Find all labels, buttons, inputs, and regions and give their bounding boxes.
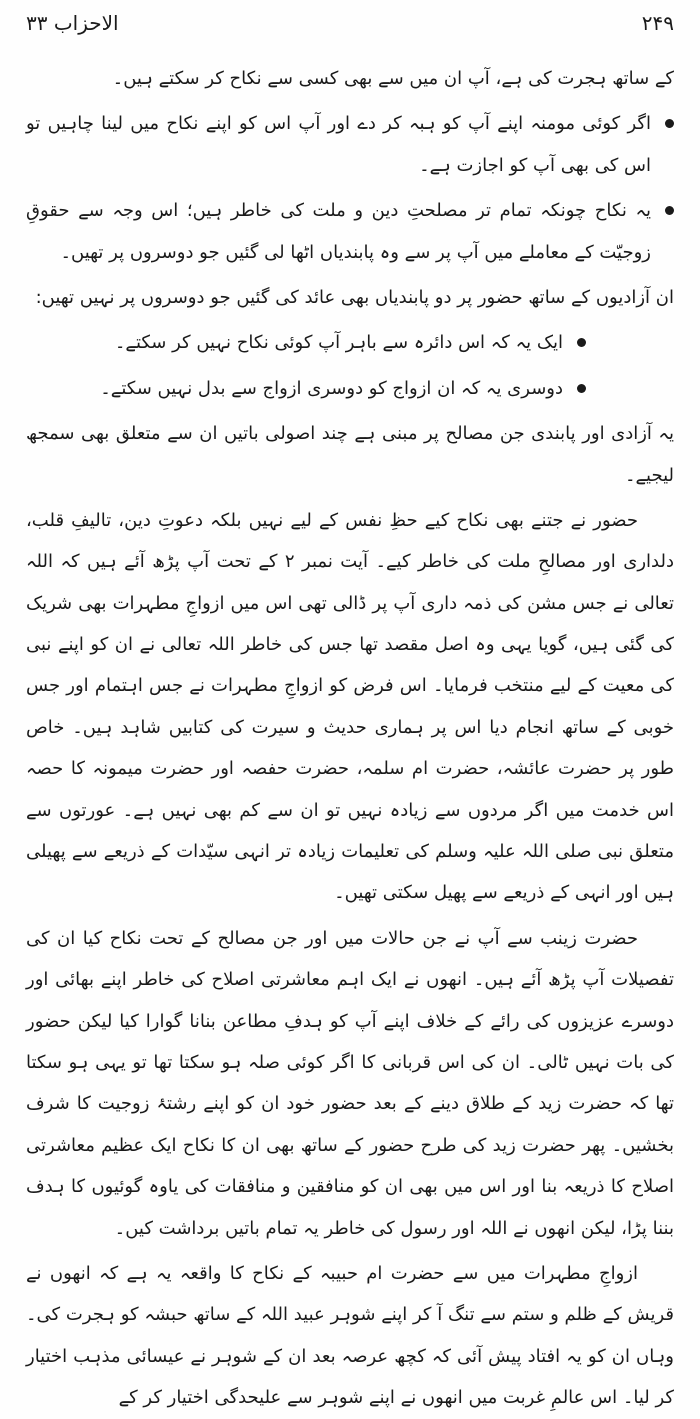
restrictions-intro: ان آزادیوں کے ساتھ حضور پر دو پابندیاں بھی عائد کی گئیں جو دوسروں پر نہیں تھیں: [35,286,674,308]
bullet-item-no-exchange-of-wives [26,368,586,409]
bullet-text: ایک یہ کہ اس دائرہ سے باہر آپ کوئی نکاح نہیں کر سکتے۔ [114,332,563,354]
bullet-text: دوسری یہ کہ ان ازواج کو دوسری ازواج سے بدل نہیں سکتے۔ [100,377,563,399]
bullet-dot-icon [577,384,586,393]
page-header [26,10,674,36]
paragraph-zainab-marriage: حضرت زینب سے آپ نے جن حالات میں اور جن مصالح کے تحت نکاح کیا ان کی تفصیلات آپ پڑھ آئے ہیں۔ انھوں نے ایک اہم معاشرتی اصلاح کی خاطر اپنے بھائی اور دوسرے عزیزوں کی رائے کے خلاف اپنے آپ کو ہدفِ مطاعن بنانا گوارا کیا لیکن حضور کی بات نہیں ٹالی۔ ان کی اس قربانی کا اگر کوئی صلہ ہو سکتا تھا تو یہی ہو سکتا تھا کہ حضرت زید کے طلاق دینے کے بعد حضور خود ان کو اپنے رشتۂ زوجیت کا شرف بخشیں۔ پھر حضرت زید کی طرح حضور کے ساتھ بھی ان کا نکاح ایک عظیم معاشرتی اصلاح کا ذریعہ بنا اور اس میں بھی ان کو منافقین و منافقات کی یاوہ گوئیوں کا ہدف بننا پڑا، لیکن انھوں نے اللہ اور رسول کی خاطر یہ تمام باتیں برداشت کیں۔ [26,927,674,1239]
bullet-text: یہ نکاح چونکہ تمام تر مصلحتِ دین و ملت کی خاطر ہیں؛ اس وجہ سے حقوقِ زوجیّت کے معاملے میں آپ پر سے وہ پابندیاں اٹھا لی گئیں جو دوسروں پر تھیں۔ [26,200,651,263]
continuation-line: کے ساتھ ہجرت کی ہے، آپ ان میں سے بھی کسی سے نکاح کر سکتے ہیں۔ [112,68,674,89]
privilege-bullet-list [26,103,674,273]
paragraph-umm-habiba-marriage: ازواجِ مطہرات میں سے حضرت ام حبیبہ کے نکاح کا واقعہ یہ ہے کہ انھوں نے قریش کے ظلم و ستم سے تنگ آ کر اپنے شوہر عبید اللہ کے ساتھ حبشہ کو ہجرت کی۔ وہاں ان کو یہ افتاد پیش آئی کہ کچھ عرصہ بعد ان کے شوہر نے عیسائی مذہب اختیار کر لیا۔ اس عالمِ غربت میں انھوں نے اپنے شوہر سے علیحدگی اختیار کر کے [26,1262,674,1409]
bullet-dot-icon [577,338,586,347]
bullet-item-hiba-permission [26,103,674,186]
paragraph-marriages-purpose: حضور نے جتنے بھی نکاح کیے حظِ نفس کے لیے نہیں بلکہ دعوتِ دین، تالیفِ قلب، دلداری اور مصالحِ ملت کی خاطر کیے۔ آیت نمبر ۲ کے تحت آپ پڑھ آئے ہیں کہ اللہ تعالی نے جس مشن کی ذمہ داری آپ پر ڈالی تھی اس میں ازواجِ مطہرات بھی شریک کی گئی ہیں، گویا یہی وہ اصل مقصد تھا جس کی خاطر اللہ تعالی نے ان کو اپنے نبی کی معیت کے لیے منتخب فرمایا۔ اس فرض کو ازواجِ مطہرات نے جس اہتمام اور جس خوبی کے ساتھ انجام دیا اس پر ہماری حدیث و سیرت کی کتابیں شاہد ہیں۔ خاص طور پر حضرت عائشہ، حضرت ام سلمہ، حضرت حفصہ اور حضرت میمونہ کا حصہ اس خدمت میں اگر مردوں سے زیادہ نہیں تو ان سے کم بھی نہیں ہے۔ عورتوں سے متعلق نبی صلی اللہ علیہ وسلم کی تعلیمات زیادہ تر انہی سیّدات کے ذریعے سے پھیلی ہیں اور انہی کے ذریعے سے پھیل سکتی تھیں۔ [26,509,674,904]
bullet-text: اگر کوئی مومنہ اپنے آپ کو ہبہ کر دے اور آپ اس کو اپنے نکاح میں لینا چاہیں تو اس کی بھی آپ کو اجازت ہے۔ [26,113,651,176]
surah-title: الاحزاب ۳۳ [26,11,119,35]
principles-note: یہ آزادی اور پابندی جن مصالح پر مبنی ہے چند اصولی باتیں ان سے متعلق بھی سمجھ لیجیے۔ [26,423,674,486]
page-number: ۲۴۹ [641,11,674,35]
bullet-item-no-outside-nikah [26,322,586,363]
restriction-bullet-list [26,322,674,409]
bullet-dot-icon [665,119,674,128]
bullet-dot-icon [665,206,674,215]
bullet-item-maslahat-deen [26,190,674,273]
page-content [26,58,674,1419]
